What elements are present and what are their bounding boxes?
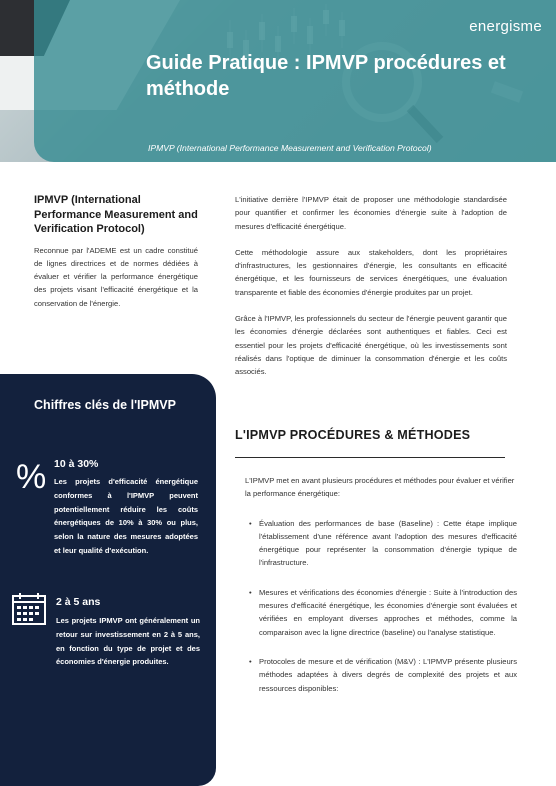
key-figures-title: Chiffres clés de l'IPMVP (34, 398, 176, 412)
intro-body: Reconnue par l'ADEME est un cadre constitué de lignes directrices et de normes dédiées à évaluer et vérifier la performance énergétique des projets visant l'efficacité énergétique et la conservation de l'énergie. (34, 245, 198, 308)
stat-text: Les projets IPMVP ont généralement un retour sur investissement en 2 à 5 ans, en fonction du type de projet et des économies d'énergie produites. (56, 616, 200, 667)
list-item (245, 517, 517, 570)
stat-text: Les projets d'efficacité énergétique conformes à l'IPMVP peuvent potentiellement réduire les coûts énergétiques de 10% à 30% ou plus, selon la nature des mesures adoptées et leur qualité d'exécution. (54, 477, 198, 555)
paragraph: Cette méthodologie assure aux stakeholders, dont les propriétaires d'infrastructures, les gestionnaires d'énergie, les consultants en efficacité énergétique, et les fournisseurs de services énergétiques, une évaluation transparente et fiable des économies d'énergie produites par un projet. (235, 247, 507, 297)
methods-intro: L'IPMVP met en avant plusieurs procédures et méthodes pour évaluer et vérifier la performance énergétique: (245, 476, 515, 499)
bullet-icon: • (249, 656, 252, 666)
calendar-icon (11, 592, 47, 631)
bullet-icon: • (249, 587, 252, 597)
page-subtitle: IPMVP (International Performance Measurement and Verification Protocol) (148, 143, 432, 153)
intro-heading: IPMVP (International Performance Measurement and Verification Protocol) (34, 194, 198, 235)
paragraph: L'initiative derrière l'IPMVP était de proposer une méthodologie standardisée pour quantifier et confirmer les économies d'énergie suite à l'adoption de mesures d'efficacité énergétique. (235, 195, 507, 231)
stat-heading: 2 à 5 ans (56, 596, 101, 608)
section-divider (235, 457, 505, 458)
brand-logo: energisme (469, 18, 542, 35)
list-item (245, 655, 517, 695)
intro-section (34, 193, 198, 310)
bullet-icon: • (249, 518, 252, 528)
right-column (235, 193, 507, 392)
section-title: L'IPMVP PROCÉDURES & MÉTHODES (235, 428, 471, 442)
page-title: Guide Pratique : IPMVP procédures et méthode (146, 52, 506, 100)
paragraph: Grâce à l'IPMVP, les professionnels du secteur de l'énergie peuvent garantir que les économies d'énergie déclarées sont authentiques et fiables. Ceci est essentiel pour les projets d'efficacité énergétique, où les investissements sont réalisés dans l'optique de diminuer la consommation d'énergie et les coûts associés. (235, 314, 507, 377)
methods-section (245, 474, 517, 711)
methods-list (245, 517, 517, 695)
hero-banner (0, 0, 556, 162)
list-item-text: Mesures et vérifications des économies d'énergie : Suite à l'introduction des mesures d'efficacité énergétique, les économies d'énergie sont évaluées et vérifiées en employant diverses approches et méthodes, comme la comparaison avec la ligne directrice (baseline) ou l'analyse statistique. (259, 587, 517, 637)
percent-icon: % (16, 458, 47, 496)
key-figures-panel (0, 374, 216, 786)
list-item (245, 586, 517, 639)
list-item-text: Protocoles de mesure et de vérification (M&V) : L'IPMVP présente plusieurs méthodes adaptées à divers degrés de complexité des projets et aux ressources disponibles: (259, 656, 517, 693)
stat-heading: 10 à 30% (54, 458, 99, 470)
list-item-text: Évaluation des performances de base (Baseline) : Cette étape implique l'établissement d'une référence avant l'adoption des mesures d'efficacité énergétique pour représenter la consommation d'énergie typique de l'infrastructure. (259, 518, 517, 568)
